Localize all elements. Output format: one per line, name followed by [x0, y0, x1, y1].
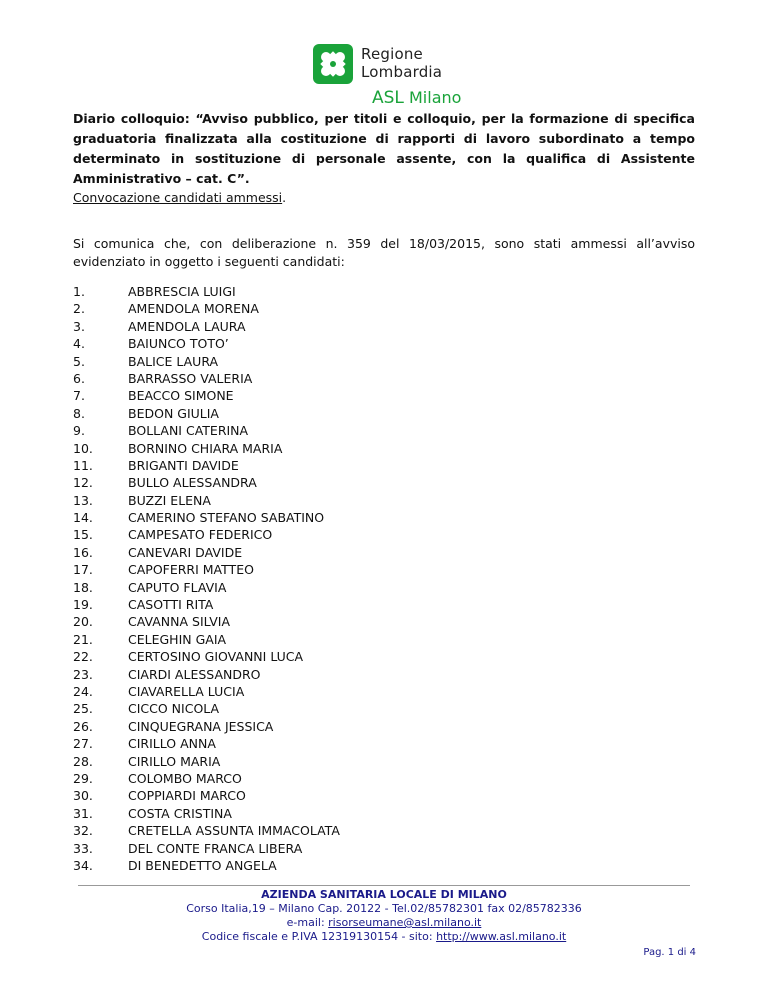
list-item: [73, 579, 340, 596]
footer-organization: AZIENDA SANITARIA LOCALE DI MILANO: [261, 888, 507, 901]
list-item-name: CIAVARELLA LUCIA: [128, 683, 245, 699]
page-number: Pag. 1 di 4: [643, 947, 696, 958]
list-item-number: 20.: [73, 614, 93, 630]
asl-city: Milano: [409, 88, 462, 107]
list-item-name: BEACCO SIMONE: [128, 388, 234, 404]
list-item: [73, 405, 340, 422]
candidate-list: [73, 283, 340, 874]
list-item-number: 8.: [73, 405, 85, 421]
list-item: [73, 666, 340, 683]
list-item-number: 30.: [73, 788, 93, 804]
list-item-number: 1.: [73, 284, 85, 299]
list-item: [73, 718, 340, 735]
list-item-name: BULLO ALESSANDRA: [128, 475, 257, 491]
list-item: [73, 300, 340, 317]
brand-line-1: Regione: [361, 45, 423, 63]
list-item-number: 4.: [73, 336, 85, 352]
footer-email-line: [0, 916, 768, 930]
list-item-name: CIRILLO ANNA: [128, 736, 216, 752]
list-item-name: CASOTTI RITA: [128, 597, 214, 613]
list-item-name: CERTOSINO GIOVANNI LUCA: [128, 649, 304, 665]
list-item: [73, 631, 340, 648]
list-item: [73, 596, 340, 613]
document-title: Diario colloquio: “Avviso pubblico, per titoli e colloquio, per la formazione di specifica graduatoria finalizzata alla costituzione di rapporti di lavoro subordinato a tempo determinato in sostituzione di personale assente, con la qualifica di Assistente Amministrativo – cat. C”.: [73, 111, 695, 186]
list-item-name: BAIUNCO TOTO’: [128, 336, 229, 352]
regione-lombardia-emblem-icon: [313, 44, 353, 84]
list-item-name: CAPOFERRI MATTEO: [128, 562, 254, 578]
footer-divider: [78, 885, 690, 886]
list-item-name: CANEVARI DAVIDE: [128, 544, 243, 560]
list-item-number: 26.: [73, 718, 93, 734]
list-item-number: 34.: [73, 857, 93, 873]
list-item: [73, 735, 340, 752]
list-item-number: 28.: [73, 753, 93, 769]
list-item-name: CELEGHIN GAIA: [128, 631, 227, 647]
regione-lombardia-logo: [313, 44, 473, 84]
list-item-number: 7.: [73, 388, 85, 404]
list-item-name: AMENDOLA LAURA: [128, 318, 246, 334]
section-subtitle: Convocazione candidati ammessi.: [73, 190, 287, 205]
brand-name: [361, 45, 442, 81]
list-item: [73, 440, 340, 457]
intro-paragraph: Si comunica che, con deliberazione n. 359 del 18/03/2015, sono stati ammessi all’avviso evidenziato in oggetto i seguenti candidati:: [73, 236, 695, 269]
list-item: [73, 335, 340, 352]
list-item-name: BORNINO CHIARA MARIA: [128, 440, 283, 456]
list-item: [73, 283, 340, 300]
list-item-number: 17.: [73, 562, 93, 578]
list-item-number: 11.: [73, 457, 93, 473]
list-item-number: 24.: [73, 683, 93, 699]
list-item-name: CRETELLA ASSUNTA IMMACOLATA: [128, 823, 340, 839]
list-item-name: BEDON GIULIA: [128, 405, 219, 421]
list-item-number: 21.: [73, 631, 93, 647]
list-item-name: BUZZI ELENA: [128, 492, 211, 508]
list-item-name: DEL CONTE FRANCA LIBERA: [128, 840, 303, 856]
subtitle-text: Convocazione candidati ammessi: [73, 190, 283, 205]
list-item-name: CAPUTO FLAVIA: [128, 579, 227, 595]
list-item: [73, 700, 340, 717]
footer-site-link[interactable]: http://www.asl.milano.it: [436, 930, 567, 943]
footer-email-label: e-mail:: [286, 916, 329, 929]
list-item: [73, 770, 340, 787]
list-item-number: 12.: [73, 475, 93, 491]
list-item-name: CAMPESATO FEDERICO: [128, 527, 273, 543]
list-item: [73, 544, 340, 561]
list-item: [73, 457, 340, 474]
list-item: [73, 683, 340, 700]
list-item-name: COSTA CRISTINA: [128, 805, 232, 821]
list-item-number: 27.: [73, 736, 93, 752]
list-item-name: DI BENEDETTO ANGELA: [128, 857, 277, 873]
list-item-name: BOLLANI CATERINA: [128, 423, 249, 439]
list-item: [73, 857, 340, 874]
list-item-number: 9.: [73, 423, 85, 439]
list-item: [73, 787, 340, 804]
list-item: [73, 561, 340, 578]
asl-milano-label: [372, 88, 461, 108]
list-item-name: ABBRESCIA LUIGI: [128, 284, 236, 299]
list-item-number: 18.: [73, 579, 93, 595]
list-item: [73, 370, 340, 387]
list-item-number: 6.: [73, 370, 85, 386]
list-item: [73, 805, 340, 822]
list-item-number: 22.: [73, 649, 93, 665]
list-item: [73, 840, 340, 857]
brand-line-2: Lombardia: [361, 63, 443, 81]
list-item: [73, 509, 340, 526]
list-item: [73, 353, 340, 370]
list-item: [73, 753, 340, 770]
footer: [0, 888, 768, 944]
list-item-number: 15.: [73, 527, 93, 543]
list-item-name: COLOMBO MARCO: [128, 770, 242, 786]
list-item-number: 5.: [73, 353, 85, 369]
list-item-number: 19.: [73, 597, 93, 613]
list-item-name: CIARDI ALESSANDRO: [128, 666, 261, 682]
list-item-number: 33.: [73, 840, 93, 856]
list-item-number: 2.: [73, 301, 85, 317]
list-item-number: 23.: [73, 666, 93, 682]
asl-label: ASL: [372, 88, 404, 108]
list-item: [73, 318, 340, 335]
list-item-number: 10.: [73, 440, 93, 456]
list-item: [73, 422, 340, 439]
list-item-number: 31.: [73, 805, 93, 821]
list-item-name: COPPIARDI MARCO: [128, 788, 246, 804]
list-item: [73, 474, 340, 491]
list-item: [73, 613, 340, 630]
list-item-number: 29.: [73, 770, 93, 786]
list-item-name: BALICE LAURA: [128, 353, 219, 369]
list-item-number: 25.: [73, 701, 93, 717]
list-item-number: 13.: [73, 492, 93, 508]
list-item: [73, 648, 340, 665]
list-item-name: CAMERINO STEFANO SABATINO: [128, 510, 325, 526]
list-item: [73, 526, 340, 543]
list-item-name: AMENDOLA MORENA: [128, 301, 259, 317]
list-item-name: BARRASSO VALERIA: [128, 370, 253, 386]
list-item: [73, 822, 340, 839]
list-item: [73, 492, 340, 509]
list-item: [73, 387, 340, 404]
list-item-number: 3.: [73, 318, 85, 334]
footer-address: Corso Italia,19 – Milano Cap. 20122 - Tel.02/85782301 fax 02/85782336: [186, 902, 582, 915]
list-item-name: CIRILLO MARIA: [128, 753, 221, 769]
list-item-number: 32.: [73, 823, 93, 839]
list-item-name: BRIGANTI DAVIDE: [128, 457, 239, 473]
list-item-name: CAVANNA SILVIA: [128, 614, 231, 630]
footer-email-link[interactable]: risorseumane@asl.milano.it: [328, 916, 482, 929]
list-item-number: 14.: [73, 510, 93, 526]
footer-fiscal-label: Codice fiscale e P.IVA 12319130154 - sito:: [201, 930, 437, 943]
list-item-number: 16.: [73, 544, 93, 560]
list-item-name: CICCO NICOLA: [128, 701, 220, 717]
list-item-name: CINQUEGRANA JESSICA: [128, 718, 274, 734]
footer-fiscal-line: [0, 930, 768, 944]
